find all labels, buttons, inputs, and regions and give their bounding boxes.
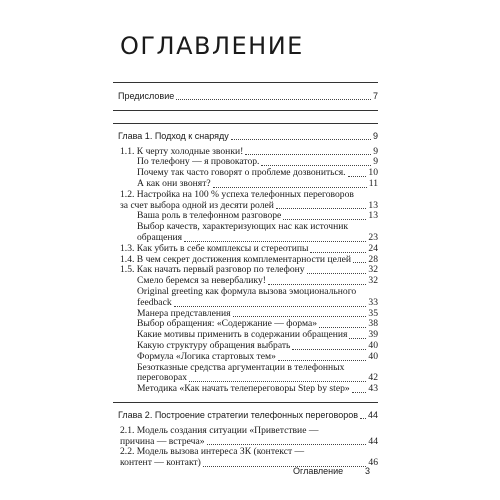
toc-entry-preface[interactable]: Предисловие 7 — [118, 91, 378, 101]
toc-entry-1-5-f[interactable]: Какую структуру обращения выбрать 40 — [137, 339, 378, 351]
page-title: ОГЛАВЛЕНИЕ — [120, 32, 304, 60]
toc-entry-1-5-a[interactable]: Смело беремся за невербалику! 32 — [137, 275, 378, 287]
toc-entry-1-5-g[interactable]: Формула «Логика стартовых тем» 40 — [137, 350, 378, 362]
toc-entry-1-4[interactable]: 1.4. В чем секрет достижения комплементарности целей 28 — [120, 253, 378, 265]
toc-entry-1-5-c[interactable]: Манера представления 35 — [137, 307, 378, 319]
page-number: 3 — [365, 466, 371, 476]
toc-entry-1-1-b[interactable]: Почему так часто говорят о проблеме дозвониться. 10 — [137, 167, 378, 179]
toc-group-chapter-1 — [113, 123, 378, 402]
toc-entry-chapter-2[interactable]: Глава 2. Построение стратегии телефонных переговоров 44 — [118, 409, 378, 420]
toc-entry-1-5-d[interactable]: Выбор обращения: «Содержание — форма» 38 — [137, 318, 378, 330]
toc-entry-2-1[interactable]: причина — встреча» 44 — [120, 435, 378, 447]
toc-entry-1-2[interactable]: за счет выбора одной из десяти ролей 13 — [120, 199, 378, 211]
toc-entry-2-1-line1[interactable]: 2.1. Модель создания ситуации «Приветствие — — [120, 424, 319, 436]
toc-entry-2-2[interactable]: контент — контакт) 46 — [120, 457, 378, 469]
toc-entry-1-5[interactable]: 1.5. Как начать первый разговор по телефону 32 — [120, 264, 378, 276]
toc-entry-1-2-b-line1[interactable]: Выбор качеств, характеризующих нас как источник — [137, 221, 349, 233]
table-of-contents — [113, 82, 378, 469]
toc-entry-1-5-h-line1[interactable]: Безотказные средства аргументации в телефонных — [137, 361, 345, 373]
toc-entry-1-2-a[interactable]: Ваша роль в телефонном разговоре 13 — [137, 210, 378, 222]
toc-entry-2-2-line1[interactable]: 2.2. Модель вызова интереса ЗК (контекст — — [120, 446, 305, 458]
toc-entry-1-1-a[interactable]: По телефону — я провокатор. 9 — [137, 156, 378, 168]
toc-entry-1-5-b-line1[interactable]: Original greeting как формула вызова эмоционального — [137, 285, 357, 297]
running-footer-label: Оглавление — [293, 466, 344, 476]
toc-entry-chapter-1[interactable]: Глава 1. Подход к снаряду 9 — [118, 130, 378, 141]
toc-group-chapter-2 — [113, 402, 378, 469]
toc-entry-1-3[interactable]: 1.3. Как убить в себе комплексы и стереотипы 24 — [120, 242, 378, 254]
toc-group-preface — [113, 82, 378, 111]
toc-entry-1-5-h[interactable]: переговорах 42 — [137, 372, 378, 384]
toc-entry-1-5-e[interactable]: Какие мотивы применить в содержании обращения 39 — [137, 329, 378, 341]
toc-entry-1-2-line1[interactable]: 1.2. Настройка на 100 % успеха телефонных переговоров — [120, 188, 354, 200]
toc-entry-1-5-b[interactable]: feedback 33 — [137, 296, 378, 308]
toc-entry-1-5-i[interactable]: Методика «Как начать телепереговоры Step by step» 43 — [137, 383, 378, 395]
toc-entry-1-1-c[interactable]: А как они звонят? 11 — [137, 177, 378, 189]
toc-entry-1-1[interactable]: 1.1. К черту холодные звонки! 9 — [120, 145, 378, 157]
toc-entry-1-2-b[interactable]: обращения 23 — [137, 231, 378, 243]
